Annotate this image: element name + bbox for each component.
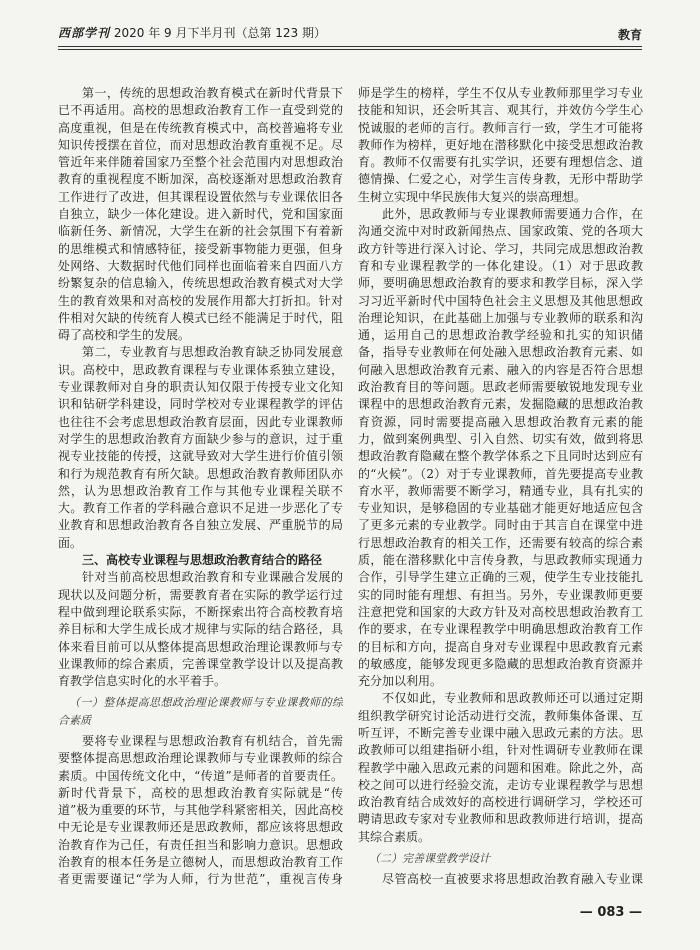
- page-number: — 083 —: [579, 905, 642, 920]
- left-column: [58, 85, 343, 890]
- journal-logo: 西部学刊: [58, 26, 111, 40]
- paragraph: 针对当前高校思想政治教育和专业课融合发展的现状以及问题分析，需要教育者在实际的教学运行过程中做到理论联系实际，不断探索出符合高校教育培养目标和大学生成长成才规律与实际的结合路径，具体来看目前可以从整体提高思想政治理论课教师与专业课教师的综合素质，完善课堂教学设计以及提高教育教学信息实时化的水平着手。: [58, 570, 343, 689]
- header-rule-thick: [58, 46, 642, 47]
- header-left: [58, 24, 326, 41]
- page-header: [58, 24, 642, 46]
- header-rule-thin: [58, 49, 642, 50]
- right-column: [358, 85, 643, 890]
- subsection-heading: （一）整体提高思想政治理论课教师与专业课教师的综合素质: [58, 696, 343, 727]
- paragraph: 要将专业课程与思想政治教育有机结合，首先需要整体提高思想政治理论课教师与专业课教师的综合素质。中国传统文化中，“传道”是师者的首要责任。新时代背景下，高校的思想政治教育实际就是“传道”极为重要的环节，与其他学科紧密相关，因此高校中无论是专业课教师还是思政教师，都应该将思想政治教育作为己任，有责任担当和影响力意识。思想政治教育的根本任务是立德树人，而思想政治教育工作者更需要谨记“学为人师，行为世范”，重视言传身: [58, 733, 343, 887]
- paragraph: 此外，思政教师与专业课教师需要通力合作，在沟通交流中对时政新闻热点、国家政策、党的各项大政方针等进行深入讨论、学习，共同完成思想政治教育和专业课程教学的一体化建设。（1）对于思政教师，要明确思想政治教育的要求和教学目标，深入学习习近平新时代中国特色社会主义思想及其他思想政治理论知识，在此基础上加强与专业教师的联系和沟通，运用自己的思想政治教学经验和扎实的知识储备，指导专业教师在何处融入思想政治教育元素、如何融入思想政治教育元素、融入的内容是否符合思想政治教育目的等问题。思政老师需要敏锐地发现专业课程中的思想政治教育元素，发掘隐藏的思想政治教育资源，同时需要提高融入思想政治教育元素的能力，做到案例典型、引入自然、切实有效，做到将思想政治教育隐藏在整个教学体系之下且同时达到应有的“火候”。（2）对于专业课教师，首先要提高专业教育水平，教师需要不断学习，精通专业，具有扎实的专业知识，是够稳固的专业基础才能更好地适应包含了更多元素的专业教学。同时由于其言自在课堂中进行思想政治教育的相关工作，还需要有较高的综合素质，能在潜移默化中言传身教，与思政教师实现通力合作，引导学生建立正确的三观，使学生专业技能扎实的同时能有理想、有担当。另外，专业课教师更要注意把党和国家的大政方针及对高校思想政治教育工作的要求，在专业课程教学中明确思想政治教育工作的目标和方向，提高自身对专业课程中思政教育元素的敏感度，能够发现更多隐藏的思想政治教育资源并充分加以利用。: [358, 207, 643, 689]
- paragraph: 不仅如此，专业教师和思政教师还可以通过定期组织教学研究讨论活动进行交流，教师集体备课、互听互评，不断完善专业课中融入思政元素的方法。思政教师可以组建指研小组，针对性调研专业教师在课程教学中融入思政元素的问题和困难。除此之外，高校之间可以进行经验交流，走访专业课程教学与思想政治教育结合成效好的高校进行调研学习，学校还可聘请思政专家对专业教师和思政教师进行培训，提高其综合素质。: [358, 691, 643, 844]
- section-heading: 三、高校专业课程与思想政治教育结合的路径: [82, 553, 323, 568]
- paragraph: 第一，传统的思想政治教育模式在新时代背景下已不再适用。高校的思想政治教育工作一直受到党的高度重视，但是在传统教育模式中，高校普遍将专业知识传授摆在首位，而对思想政治教育重视不足。尽管近年来伴随着国家乃至整个社会范围内对思想政治教育的重视程度不断加深，高校逐渐对思想政治教育工作进行了改进，但其课程设置依然与专业课依旧各自独立，缺少一体化建设。进入新时代，党和国家面临新任务、新情况，大学生在新的社会氛围下有着新的思维模式和情感特征，接受新事物能力更强，但身处网络、大数据时代他们同样也面临着来自四面八方纷繁复杂的信息输入，传统思想政治教育模式对大学生的教育效果和对高校的发展作用都大打折扣。针对件相对欠缺的传统育人模式已经不能满足于时代，阻碍了高校和学生的发展。: [58, 86, 343, 343]
- paragraph: 第二，专业教育与思想政治教育缺乏协同发展意识。高校中，思政教育课程与专业课体系独立建设，专业课教师对自身的职责认知仅限于传授专业文化知识和钻研学科建设，同时学校对专业课程教学的评估也往往不会考虑思想政治教育层面，因此专业课教师对学生的思想政治教育方面缺少参与的意识，过于重视专业技能的传授，这就导致对大学生进行价值引领和行为规范教育有所欠缺。思想政治教育教师团队亦然，认为思想政治教育工作与其他专业课程关联不大。教育工作者的学科融合意识不足进一步恶化了专业教育和思想政治教育各自独立发展、严重脱节的局面。: [58, 345, 343, 550]
- issue-info: 2020 年 9 月下半月刊（总第 123 期）: [113, 26, 326, 40]
- subsection-heading: （二）完善课堂教学设计: [369, 852, 490, 866]
- section-label: 教育: [617, 28, 642, 42]
- paragraph: 尽管高校一直被要求将思想政治教育融入专业课: [382, 872, 643, 887]
- paragraph-continued: 师是学生的榜样，学生不仅从专业教师那里学习专业技能和知识，还会听其言、观其行，并效仿今学生心悦诚服的老师的言行。教师言行一致，学生才可能将教师作为榜样，更好地在潜移默化中接受思想政治教育。教师不仅需要有扎实学识，还要有理想信念、道德情操、仁爱之心，对学生言传身教，无形中帮助学生树立实现中华民族伟大复兴的崇高理想。: [358, 86, 643, 204]
